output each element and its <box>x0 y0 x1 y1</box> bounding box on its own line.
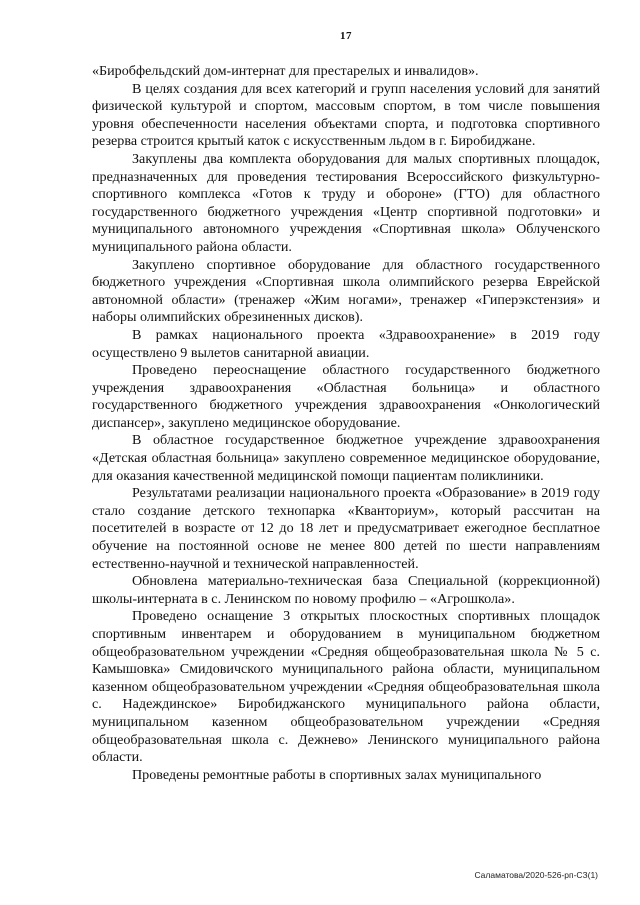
paragraph: «Биробфельдский дом-интернат для престарелых и инвалидов». <box>92 63 479 79</box>
paragraph: Закуплено спортивное оборудование для областного государственного бюджетного учреждения «Спортивная школа олимпийского резерва Еврейской автономной области» (тренажер «Жим ногами», тренажер «Гиперэкстензия» и наборы олимпийских обрезиненных дисков). <box>92 256 600 326</box>
paragraph: Проведены ремонтные работы в спортивных залах муниципального <box>132 766 542 783</box>
paragraph: Проведено оснащение 3 открытых плоскостных спортивных площадок спортивным инвентарем и оборудованием в муниципальном бюджетном общеобразовательном учреждении «Средняя общеобразовательная школа № 5 с. Камышовка» Смидовичского муниципального района области, муниципальном казенном общеобразовательном учреждении «Средняя общеобразовательная школа с. Надеждинское» Биробиджанского муниципального района области, муниципальном казенном общеобразовательном учреждении «Средняя общеобразовательная школа с. Дежнево» Ленинского муниципального района области. <box>92 608 600 766</box>
paragraph: В областное государственное бюджетное учреждение здравоохранения «Детская областная больница» закуплено современное медицинское оборудование, для оказания качественной медицинской помощи пациентам поликлиники. <box>92 432 600 484</box>
paragraph: В целях создания для всех категорий и групп населения условий для занятий физической культурой и спортом, массовым спортом, в том числе повышения уровня обеспеченности населения объектами спорта, и подготовка спортивного резерва строится крытый каток с искусственным льдом в г. Биробиджане. <box>92 80 600 150</box>
paragraph: Проведено переоснащение областного государственного бюджетного учреждения здравоохранения «Областная больница» и областного государственного бюджетного учреждения здравоохранения «Онкологический диспансер», закуплено медицинское оборудование. <box>92 362 600 431</box>
paragraph: В рамках национального проекта «Здравоохранение» в 2019 году осуществлено 9 вылетов санитарной авиации. <box>92 326 600 361</box>
paragraph: Обновлена материально-техническая база Специальной (коррекционной) школы-интерната в с. Ленинском по новому профилю – «Агрошкола». <box>92 573 600 607</box>
body-text <box>92 63 600 784</box>
page-number: 17 <box>340 30 352 42</box>
document-footer-code: Саламатова/2020-526-рп-СЗ(1) <box>474 870 598 880</box>
paragraph: Результатами реализации национального проекта «Образование» в 2019 году стало создание детского технопарка «Кванториум», который рассчитан на посетителей в возрасте от 12 до 18 лет и предусматривает ежегодное бесплатное обучение на постоянной основе не менее 800 детей по шести направлениям естественно-научной и технической направленностей. <box>92 485 600 572</box>
paragraph: Закуплены два комплекта оборудования для малых спортивных площадок, предназначенных для проведения тестирования Всероссийского физкультурно-спортивного комплекса «Готов к труду и обороне» (ГТО) для областного государственного бюджетного учреждения «Центр спортивной подготовки» и муниципального автономного учреждения «Спортивная школа» Облученского муниципального района области. <box>92 150 600 255</box>
